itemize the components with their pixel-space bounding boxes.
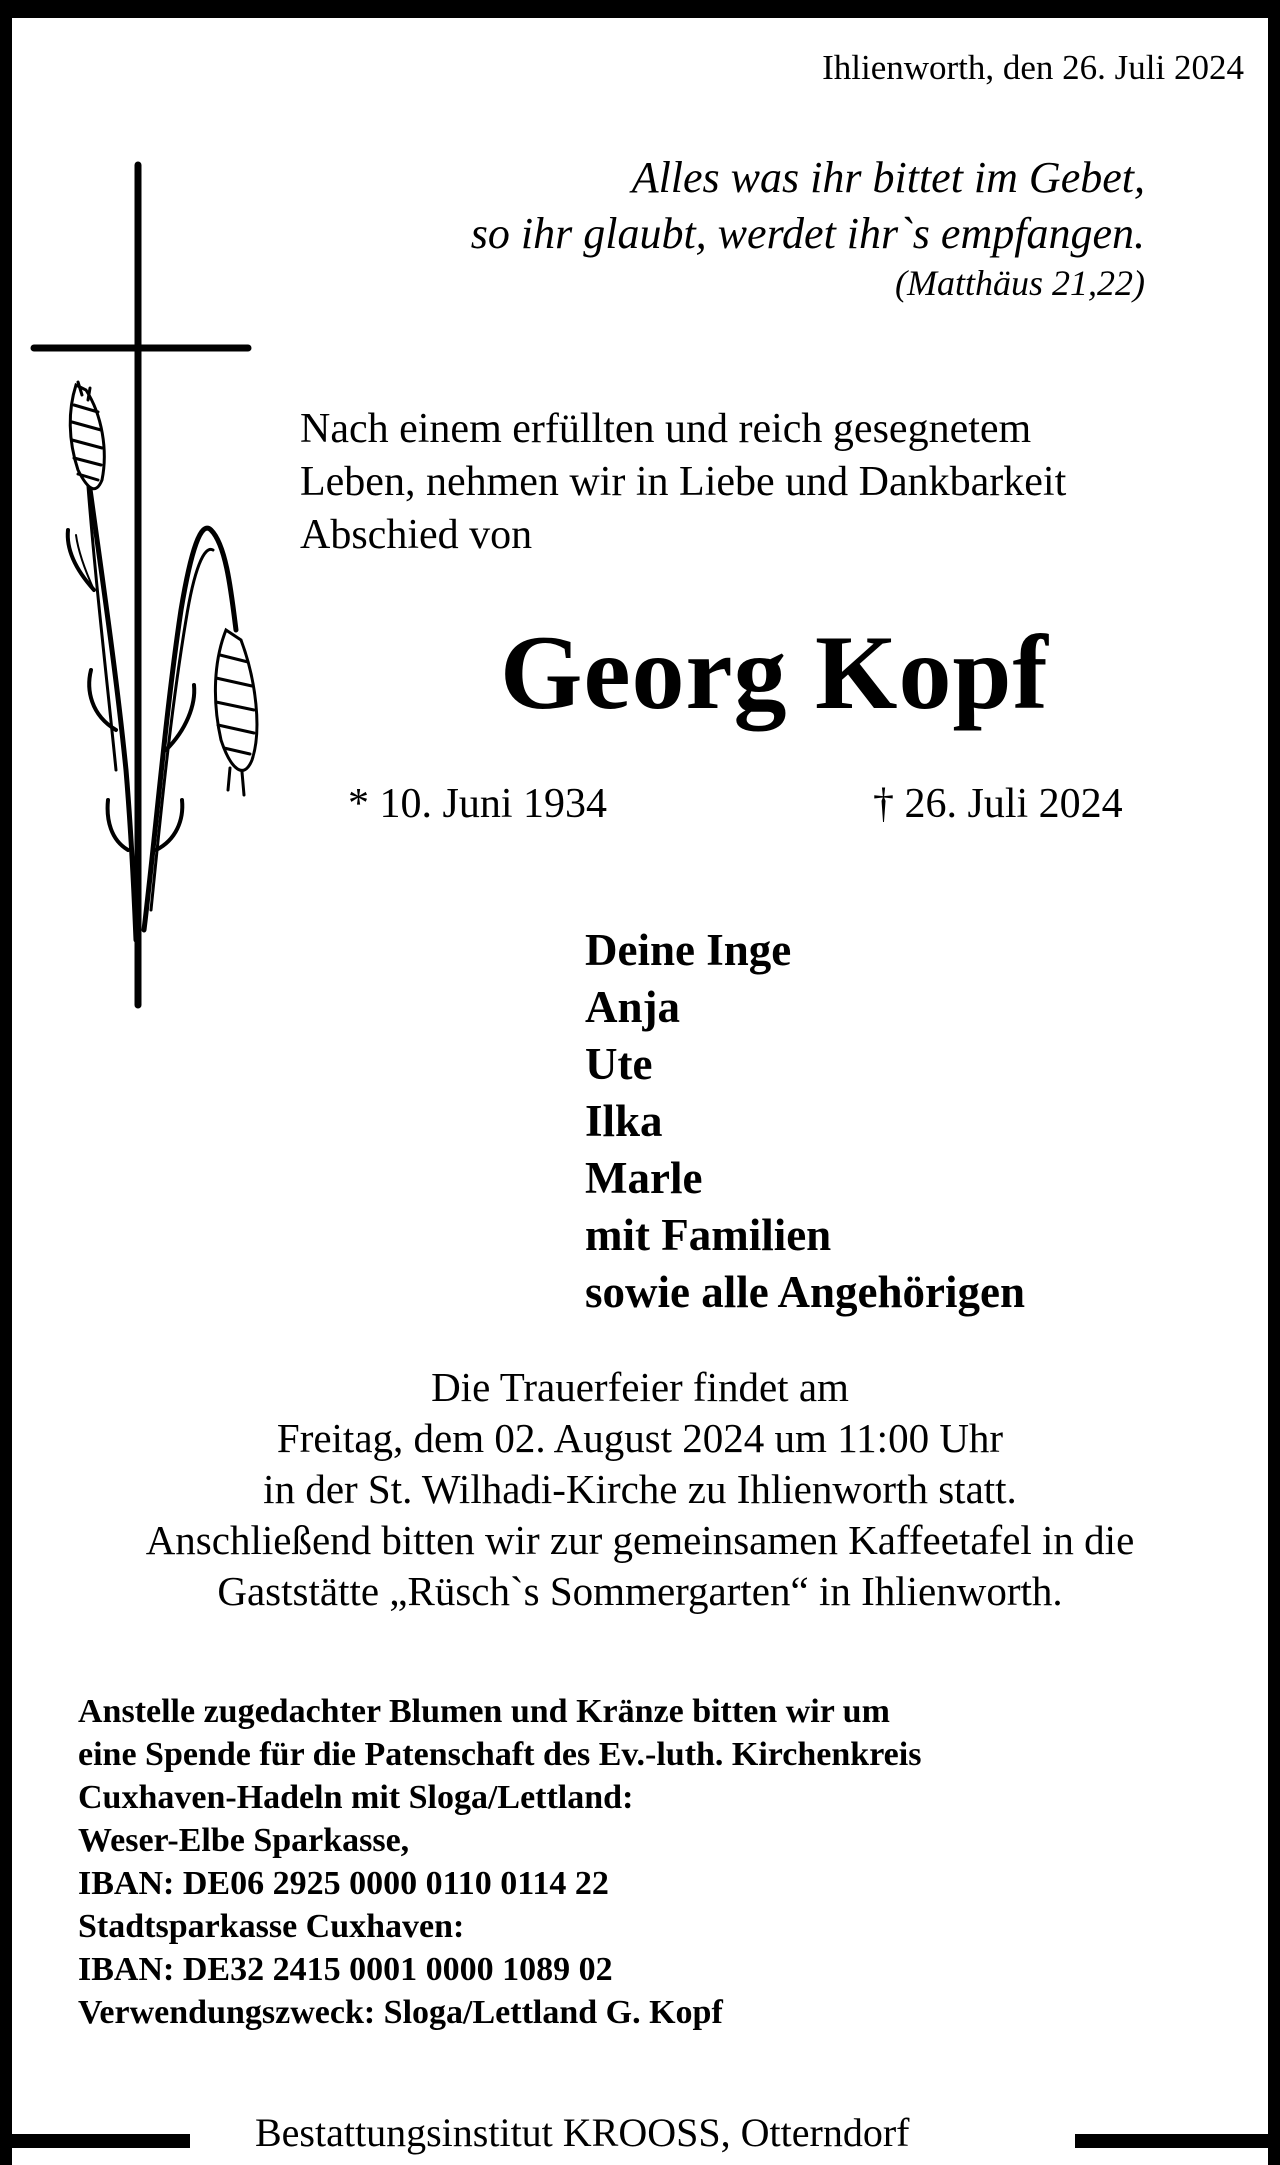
donation-line-1: Anstelle zugedachter Blumen und Kränze bitten wir um [78, 1693, 890, 1730]
donation-line-6: Stadtsparkasse Cuxhaven: [78, 1908, 465, 1945]
mourner-item: Deine Inge [585, 925, 792, 975]
donation-line-8: Verwendungszweck: Sloga/Lettland G. Kopf [78, 1994, 723, 2031]
funeral-line-4: Anschließend bitten wir zur gemeinsamen Kaffeetafel in die [145, 1517, 1135, 1563]
donation-line-2: eine Spende für die Patenschaft des Ev.-luth. Kirchenkreis [78, 1736, 922, 1773]
donation-line-4: Weser-Elbe Sparkasse, [78, 1822, 410, 1859]
intro-text [300, 403, 1066, 562]
funeral-line-3: in der St. Wilhadi-Kirche zu Ihlienworth statt. [263, 1466, 1017, 1512]
mourner-item: mit Familien [585, 1210, 832, 1260]
donation-line-3: Cuxhaven-Hadeln mit Sloga/Lettland: [78, 1779, 634, 1816]
quote-line-2: so ihr glaubt, werdet ihr`s empfangen. [470, 209, 1145, 258]
mourner-item: Marle [585, 1153, 703, 1203]
quote-reference: (Matthäus 21,22) [895, 263, 1145, 303]
frame-top-border [0, 0, 1280, 18]
donation-line-7: IBAN: DE32 2415 0001 0000 1089 02 [78, 1951, 613, 1988]
birth-date: * 10. Juni 1934 [348, 781, 608, 827]
cross-with-wheat-icon [16, 150, 286, 1010]
mourner-item: sowie alle Angehörigen [585, 1267, 1025, 1317]
place-date: Ihlienworth, den 26. Juli 2024 [822, 48, 1244, 87]
frame-right-border [1268, 0, 1280, 2165]
funeral-home: Bestattungsinstitut KROOSS, Otterndorf [255, 2110, 910, 2155]
frame-bottom-left-border [0, 2134, 190, 2148]
intro-line-1: Nach einem erfüllten und reich gesegnetem [300, 406, 1032, 452]
donation-notice [78, 1690, 921, 2034]
death-date: † 26. Juli 2024 [873, 781, 1123, 827]
funeral-line-1: Die Trauerfeier findet am [431, 1364, 849, 1410]
intro-line-2: Leben, nehmen wir in Liebe und Dankbarkeit [300, 459, 1067, 505]
funeral-line-5: Gaststätte „Rüsch`s Sommergarten“ in Ihlienworth. [217, 1568, 1063, 1614]
funeral-line-2: Freitag, dem 02. August 2024 um 11:00 Uhr [276, 1415, 1004, 1461]
frame-left-border [0, 0, 12, 2165]
intro-line-3: Abschied von [300, 512, 533, 558]
mourner-item: Ute [585, 1039, 653, 1089]
quote-line-1: Alles was ihr bittet im Gebet, [631, 153, 1145, 202]
funeral-notice [30, 1362, 1250, 1617]
deceased-name: Georg Kopf [500, 614, 1049, 731]
mourner-item: Anja [585, 982, 681, 1032]
bible-quote [395, 150, 1145, 304]
mourners-list [585, 922, 1025, 1321]
frame-bottom-right-border [1075, 2134, 1280, 2148]
mourner-item: Ilka [585, 1096, 663, 1146]
donation-line-5: IBAN: DE06 2925 0000 0110 0114 22 [78, 1865, 609, 1902]
